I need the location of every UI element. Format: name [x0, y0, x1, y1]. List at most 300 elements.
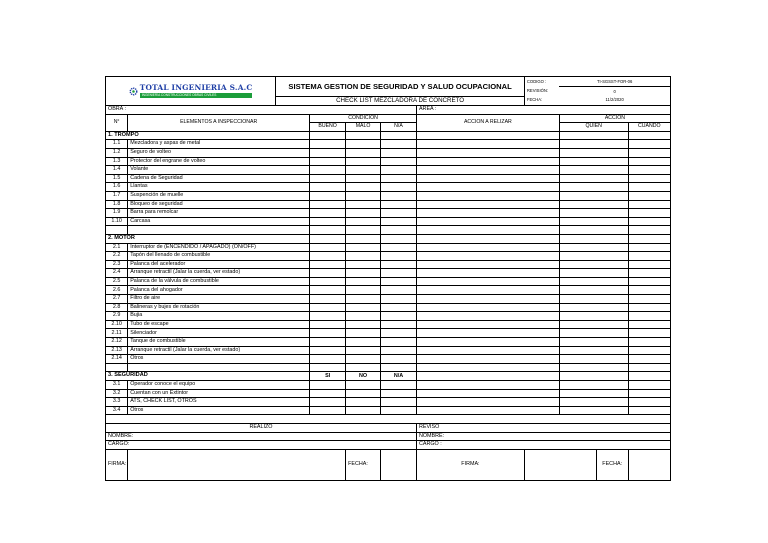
blank-malo-cell[interactable]	[346, 226, 381, 235]
item-na-cell[interactable]	[381, 183, 417, 192]
table-row	[106, 338, 671, 347]
item-bueno-cell[interactable]	[310, 277, 346, 286]
item-quien-cell[interactable]	[559, 148, 628, 157]
item-malo-cell[interactable]	[346, 406, 381, 415]
blank-na-cell[interactable]	[381, 363, 417, 372]
item-na-cell[interactable]	[381, 277, 417, 286]
item-text: Protector del engrane de volteo	[128, 157, 310, 166]
fecha-reviso-field[interactable]	[628, 449, 670, 480]
item-accion-cell[interactable]	[416, 209, 559, 218]
item-number: 1.1	[106, 140, 128, 149]
item-na-cell[interactable]	[381, 217, 417, 226]
item-na-cell[interactable]	[381, 286, 417, 295]
item-malo-cell[interactable]	[346, 312, 381, 321]
item-number: 3.2	[106, 389, 128, 398]
section-header-row	[106, 234, 671, 243]
section-header-row	[106, 131, 671, 140]
item-quien-cell[interactable]	[559, 389, 628, 398]
item-accion-cell[interactable]	[416, 338, 559, 347]
item-number: 2.3	[106, 260, 128, 269]
checklist-sheet	[105, 76, 671, 481]
logo-cell	[106, 77, 276, 106]
item-bueno-cell[interactable]	[310, 217, 346, 226]
item-accion-cell[interactable]	[416, 252, 559, 261]
item-text: Arranque retractil (Jalar la cuerda, ver estado)	[128, 269, 310, 278]
section-accion-cell[interactable]	[416, 234, 559, 243]
footer-title-row	[106, 423, 671, 432]
item-accion-cell[interactable]	[416, 157, 559, 166]
item-na-cell[interactable]	[381, 346, 417, 355]
spacer-row	[106, 415, 671, 424]
item-na-cell[interactable]	[381, 191, 417, 200]
fecha-reviso-label: FECHA:	[596, 449, 628, 480]
item-malo-cell[interactable]	[346, 398, 381, 407]
revision-value: 0	[559, 87, 670, 96]
item-bueno-cell[interactable]	[310, 346, 346, 355]
blank-cell	[106, 226, 128, 235]
item-malo-cell[interactable]	[346, 191, 381, 200]
footer-firma-row	[106, 449, 671, 480]
item-cuando-cell[interactable]	[628, 320, 670, 329]
item-bueno-cell[interactable]	[310, 200, 346, 209]
table-row	[106, 320, 671, 329]
item-cuando-cell[interactable]	[628, 381, 670, 390]
table-row	[106, 389, 671, 398]
section-na-cell[interactable]	[381, 234, 417, 243]
item-number: 2.10	[106, 320, 128, 329]
fecha-label: FECHA:	[524, 96, 559, 105]
item-number: 3.3	[106, 398, 128, 407]
item-na-cell[interactable]	[381, 140, 417, 149]
item-number: 2.1	[106, 243, 128, 252]
item-cuando-cell[interactable]	[628, 252, 670, 261]
item-accion-cell[interactable]	[416, 148, 559, 157]
item-cuando-cell[interactable]	[628, 148, 670, 157]
item-malo-cell[interactable]	[346, 243, 381, 252]
item-bueno-cell[interactable]	[310, 140, 346, 149]
item-number: 3.1	[106, 381, 128, 390]
item-text: Arranque retractil (Jalar la cuerda, ver estado)	[128, 346, 310, 355]
item-quien-cell[interactable]	[559, 166, 628, 175]
item-na-cell[interactable]	[381, 312, 417, 321]
section-quien-cell[interactable]	[559, 131, 628, 140]
item-na-cell[interactable]	[381, 166, 417, 175]
item-malo-cell[interactable]	[346, 295, 381, 304]
item-number: 1.10	[106, 217, 128, 226]
section-cuando-cell[interactable]	[628, 131, 670, 140]
col-accion-realizar-header: ACCION A RELIZAR	[416, 114, 559, 131]
item-number: 2.11	[106, 329, 128, 338]
item-quien-cell[interactable]	[559, 269, 628, 278]
item-accion-cell[interactable]	[416, 243, 559, 252]
item-malo-cell[interactable]	[346, 269, 381, 278]
item-malo-cell[interactable]	[346, 303, 381, 312]
item-bueno-cell[interactable]	[310, 398, 346, 407]
item-malo-cell[interactable]	[346, 217, 381, 226]
item-accion-cell[interactable]	[416, 303, 559, 312]
item-malo-cell[interactable]	[346, 183, 381, 192]
fecha-value: 11/2/2020	[559, 96, 670, 105]
table-row	[106, 166, 671, 175]
item-quien-cell[interactable]	[559, 286, 628, 295]
item-quien-cell[interactable]	[559, 217, 628, 226]
item-accion-cell[interactable]	[416, 260, 559, 269]
item-malo-cell[interactable]	[346, 355, 381, 364]
item-malo-cell[interactable]	[346, 140, 381, 149]
item-number: 2.6	[106, 286, 128, 295]
accion-cell[interactable]	[416, 372, 559, 381]
item-malo-cell[interactable]	[346, 329, 381, 338]
item-bueno-cell[interactable]	[310, 183, 346, 192]
item-bueno-cell[interactable]	[310, 338, 346, 347]
item-cuando-cell[interactable]	[628, 346, 670, 355]
item-quien-cell[interactable]	[559, 174, 628, 183]
table-row	[106, 406, 671, 415]
table-row	[106, 148, 671, 157]
item-accion-cell[interactable]	[416, 140, 559, 149]
cargo-reviso-field[interactable]: CARGO :	[416, 441, 670, 450]
item-bueno-cell[interactable]	[310, 243, 346, 252]
fecha-label: FECHA:	[346, 449, 381, 480]
cargo-field[interactable]: CARGO:	[106, 441, 417, 450]
item-text: Otros	[128, 355, 310, 364]
item-accion-cell[interactable]	[416, 269, 559, 278]
table-row	[106, 312, 671, 321]
item-malo-cell[interactable]	[346, 166, 381, 175]
item-quien-cell[interactable]	[559, 191, 628, 200]
table-row	[106, 243, 671, 252]
item-number: 3.4	[106, 406, 128, 415]
section-na-cell[interactable]	[381, 131, 417, 140]
table-row	[106, 260, 671, 269]
item-cuando-cell[interactable]	[628, 260, 670, 269]
item-na-cell[interactable]	[381, 295, 417, 304]
item-malo-cell[interactable]	[346, 252, 381, 261]
item-malo-cell[interactable]	[346, 174, 381, 183]
item-quien-cell[interactable]	[559, 295, 628, 304]
item-accion-cell[interactable]	[416, 329, 559, 338]
col-cuando-header: CUANDO	[628, 123, 670, 132]
item-na-cell[interactable]	[381, 355, 417, 364]
item-cuando-cell[interactable]	[628, 398, 670, 407]
item-accion-cell[interactable]	[416, 191, 559, 200]
table-row	[106, 277, 671, 286]
item-number: 1.4	[106, 166, 128, 175]
item-text: Palanca del ahogador	[128, 286, 310, 295]
item-na-cell[interactable]	[381, 338, 417, 347]
item-malo-cell[interactable]	[346, 346, 381, 355]
item-number: 2.12	[106, 338, 128, 347]
item-quien-cell[interactable]	[559, 398, 628, 407]
area-field[interactable]: AREA :	[416, 106, 670, 115]
item-quien-cell[interactable]	[559, 260, 628, 269]
item-bueno-cell[interactable]	[310, 252, 346, 261]
section-accion-cell[interactable]	[416, 131, 559, 140]
item-number: 2.14	[106, 355, 128, 364]
item-cuando-cell[interactable]	[628, 217, 670, 226]
item-na-cell[interactable]	[381, 381, 417, 390]
logo-tagline: INGENIERÍA CONSTRUCCIONES OBRAS CIVILES	[140, 93, 253, 98]
item-accion-cell[interactable]	[416, 200, 559, 209]
item-na-cell[interactable]	[381, 157, 417, 166]
item-bueno-cell[interactable]	[310, 174, 346, 183]
item-cuando-cell[interactable]	[628, 338, 670, 347]
item-quien-cell[interactable]	[559, 183, 628, 192]
si-header: SI	[310, 372, 346, 381]
item-text: Bloqueo de seguridad	[128, 200, 310, 209]
footer-cargo-row	[106, 441, 671, 450]
item-bueno-cell[interactable]	[310, 157, 346, 166]
nombre-reviso-field[interactable]: NOMBRE:	[416, 432, 670, 441]
item-quien-cell[interactable]	[559, 320, 628, 329]
item-quien-cell[interactable]	[559, 312, 628, 321]
item-cuando-cell[interactable]	[628, 157, 670, 166]
blank-cuando-cell[interactable]	[628, 363, 670, 372]
item-accion-cell[interactable]	[416, 381, 559, 390]
item-bueno-cell[interactable]	[310, 355, 346, 364]
table-row	[106, 329, 671, 338]
item-quien-cell[interactable]	[559, 243, 628, 252]
firma-label: FIRMA:	[106, 449, 128, 480]
item-cuando-cell[interactable]	[628, 406, 670, 415]
item-text: Tubo de escape	[128, 320, 310, 329]
blank-na-cell[interactable]	[381, 226, 417, 235]
item-na-cell[interactable]	[381, 389, 417, 398]
na-header: N/A	[381, 372, 417, 381]
item-na-cell[interactable]	[381, 398, 417, 407]
item-text: Seguro de volteo	[128, 148, 310, 157]
firma-reviso-label: FIRMA:	[416, 449, 524, 480]
item-na-cell[interactable]	[381, 148, 417, 157]
item-accion-cell[interactable]	[416, 389, 559, 398]
item-bueno-cell[interactable]	[310, 406, 346, 415]
item-cuando-cell[interactable]	[628, 183, 670, 192]
item-quien-cell[interactable]	[559, 338, 628, 347]
item-cuando-cell[interactable]	[628, 174, 670, 183]
section-quien-cell[interactable]	[559, 234, 628, 243]
item-cuando-cell[interactable]	[628, 166, 670, 175]
item-bueno-cell[interactable]	[310, 320, 346, 329]
gear-logo-icon	[129, 87, 138, 96]
fecha-field[interactable]	[381, 449, 417, 480]
item-bueno-cell[interactable]	[310, 191, 346, 200]
item-accion-cell[interactable]	[416, 406, 559, 415]
blank-cuando-cell[interactable]	[628, 226, 670, 235]
item-accion-cell[interactable]	[416, 286, 559, 295]
blank-bueno-cell[interactable]	[310, 226, 346, 235]
item-malo-cell[interactable]	[346, 381, 381, 390]
blank-quien-cell[interactable]	[559, 226, 628, 235]
item-quien-cell[interactable]	[559, 381, 628, 390]
item-na-cell[interactable]	[381, 209, 417, 218]
item-quien-cell[interactable]	[559, 346, 628, 355]
item-accion-cell[interactable]	[416, 183, 559, 192]
item-cuando-cell[interactable]	[628, 209, 670, 218]
codigo-value: TI-SGSST-FOR-06	[559, 77, 670, 87]
item-cuando-cell[interactable]	[628, 277, 670, 286]
item-quien-cell[interactable]	[559, 329, 628, 338]
obra-field[interactable]: OBRA :	[106, 106, 417, 115]
item-cuando-cell[interactable]	[628, 191, 670, 200]
item-cuando-cell[interactable]	[628, 303, 670, 312]
item-bueno-cell[interactable]	[310, 303, 346, 312]
item-accion-cell[interactable]	[416, 346, 559, 355]
table-row	[106, 355, 671, 364]
section-bueno-cell[interactable]	[310, 131, 346, 140]
table-row	[106, 269, 671, 278]
blank-malo-cell[interactable]	[346, 363, 381, 372]
item-na-cell[interactable]	[381, 260, 417, 269]
item-cuando-cell[interactable]	[628, 140, 670, 149]
item-bueno-cell[interactable]	[310, 269, 346, 278]
item-quien-cell[interactable]	[559, 140, 628, 149]
revision-label: REVISIÓN:	[526, 88, 549, 94]
item-number: 1.5	[106, 174, 128, 183]
blank-cell	[128, 226, 310, 235]
item-text: Barra para remolcar	[128, 209, 310, 218]
checklist-table	[105, 76, 671, 481]
item-text: Mezcladora y aspas de metal	[128, 140, 310, 149]
item-quien-cell[interactable]	[559, 157, 628, 166]
item-text: Balineras y bujes de rotación	[128, 303, 310, 312]
item-malo-cell[interactable]	[346, 200, 381, 209]
item-na-cell[interactable]	[381, 303, 417, 312]
cuando-cell[interactable]	[628, 372, 670, 381]
item-na-cell[interactable]	[381, 320, 417, 329]
blank-cell	[106, 363, 128, 372]
item-bueno-cell[interactable]	[310, 148, 346, 157]
item-accion-cell[interactable]	[416, 174, 559, 183]
table-row	[106, 217, 671, 226]
item-number: 1.6	[106, 183, 128, 192]
firma-reviso-field[interactable]	[524, 449, 596, 480]
table-row	[106, 346, 671, 355]
item-na-cell[interactable]	[381, 329, 417, 338]
table-row	[106, 295, 671, 304]
item-malo-cell[interactable]	[346, 148, 381, 157]
item-accion-cell[interactable]	[416, 312, 559, 321]
table-row	[106, 191, 671, 200]
item-na-cell[interactable]	[381, 269, 417, 278]
blank-cell	[106, 415, 671, 424]
item-malo-cell[interactable]	[346, 320, 381, 329]
item-number: 2.7	[106, 295, 128, 304]
blank-accion-cell[interactable]	[416, 226, 559, 235]
item-text: ATS, CHECK LIST, OTROS	[128, 398, 310, 407]
item-malo-cell[interactable]	[346, 277, 381, 286]
table-row	[106, 200, 671, 209]
item-cuando-cell[interactable]	[628, 329, 670, 338]
item-bueno-cell[interactable]	[310, 329, 346, 338]
blank-bueno-cell[interactable]	[310, 363, 346, 372]
item-text: Suspención de muelle	[128, 191, 310, 200]
item-bueno-cell[interactable]	[310, 389, 346, 398]
col-malo-header: MALO	[346, 123, 381, 132]
section-cuando-cell[interactable]	[628, 234, 670, 243]
item-bueno-cell[interactable]	[310, 166, 346, 175]
item-cuando-cell[interactable]	[628, 355, 670, 364]
item-malo-cell[interactable]	[346, 338, 381, 347]
section-malo-cell[interactable]	[346, 234, 381, 243]
item-quien-cell[interactable]	[559, 252, 628, 261]
item-cuando-cell[interactable]	[628, 295, 670, 304]
item-accion-cell[interactable]	[416, 355, 559, 364]
item-quien-cell[interactable]	[559, 406, 628, 415]
item-text: Tanque de combustible	[128, 338, 310, 347]
item-malo-cell[interactable]	[346, 209, 381, 218]
col-condicion-header: CONDICION	[310, 114, 417, 123]
item-accion-cell[interactable]	[416, 295, 559, 304]
blank-quien-cell[interactable]	[559, 363, 628, 372]
item-quien-cell[interactable]	[559, 209, 628, 218]
item-malo-cell[interactable]	[346, 286, 381, 295]
item-na-cell[interactable]	[381, 174, 417, 183]
item-cuando-cell[interactable]	[628, 312, 670, 321]
item-malo-cell[interactable]	[346, 389, 381, 398]
item-na-cell[interactable]	[381, 243, 417, 252]
item-accion-cell[interactable]	[416, 320, 559, 329]
section-malo-cell[interactable]	[346, 131, 381, 140]
quien-cell[interactable]	[559, 372, 628, 381]
item-quien-cell[interactable]	[559, 355, 628, 364]
item-cuando-cell[interactable]	[628, 389, 670, 398]
item-quien-cell[interactable]	[559, 277, 628, 286]
table-row	[106, 398, 671, 407]
table-row	[106, 381, 671, 390]
section-title: 1. TROMPO	[106, 131, 310, 140]
item-na-cell[interactable]	[381, 252, 417, 261]
item-quien-cell[interactable]	[559, 200, 628, 209]
item-number: 2.2	[106, 252, 128, 261]
item-malo-cell[interactable]	[346, 260, 381, 269]
item-cuando-cell[interactable]	[628, 269, 670, 278]
item-cuando-cell[interactable]	[628, 286, 670, 295]
item-na-cell[interactable]	[381, 200, 417, 209]
item-cuando-cell[interactable]	[628, 243, 670, 252]
item-text: Cadena de Seguridad	[128, 174, 310, 183]
item-text: Filtro de aire	[128, 295, 310, 304]
col-no-header: N°	[106, 114, 128, 131]
item-quien-cell[interactable]	[559, 303, 628, 312]
firma-field[interactable]	[128, 449, 346, 480]
item-cuando-cell[interactable]	[628, 200, 670, 209]
section-bueno-cell[interactable]	[310, 234, 346, 243]
item-bueno-cell[interactable]	[310, 209, 346, 218]
item-accion-cell[interactable]	[416, 217, 559, 226]
item-accion-cell[interactable]	[416, 166, 559, 175]
item-bueno-cell[interactable]	[310, 286, 346, 295]
item-number: 2.8	[106, 303, 128, 312]
item-bueno-cell[interactable]	[310, 260, 346, 269]
item-accion-cell[interactable]	[416, 277, 559, 286]
table-row	[106, 286, 671, 295]
blank-accion-cell[interactable]	[416, 363, 559, 372]
item-text: Silenciador	[128, 329, 310, 338]
nombre-field[interactable]: NOMBRE:	[106, 432, 417, 441]
item-na-cell[interactable]	[381, 406, 417, 415]
item-malo-cell[interactable]	[346, 157, 381, 166]
company-logo	[108, 77, 273, 105]
item-accion-cell[interactable]	[416, 398, 559, 407]
item-bueno-cell[interactable]	[310, 295, 346, 304]
table-row	[106, 140, 671, 149]
footer-nombre-row	[106, 432, 671, 441]
item-number: 1.3	[106, 157, 128, 166]
col-accion-header: ACCIÓN	[559, 114, 670, 123]
item-bueno-cell[interactable]	[310, 381, 346, 390]
section-title: 3. SEGURIDAD	[106, 372, 310, 381]
item-bueno-cell[interactable]	[310, 312, 346, 321]
